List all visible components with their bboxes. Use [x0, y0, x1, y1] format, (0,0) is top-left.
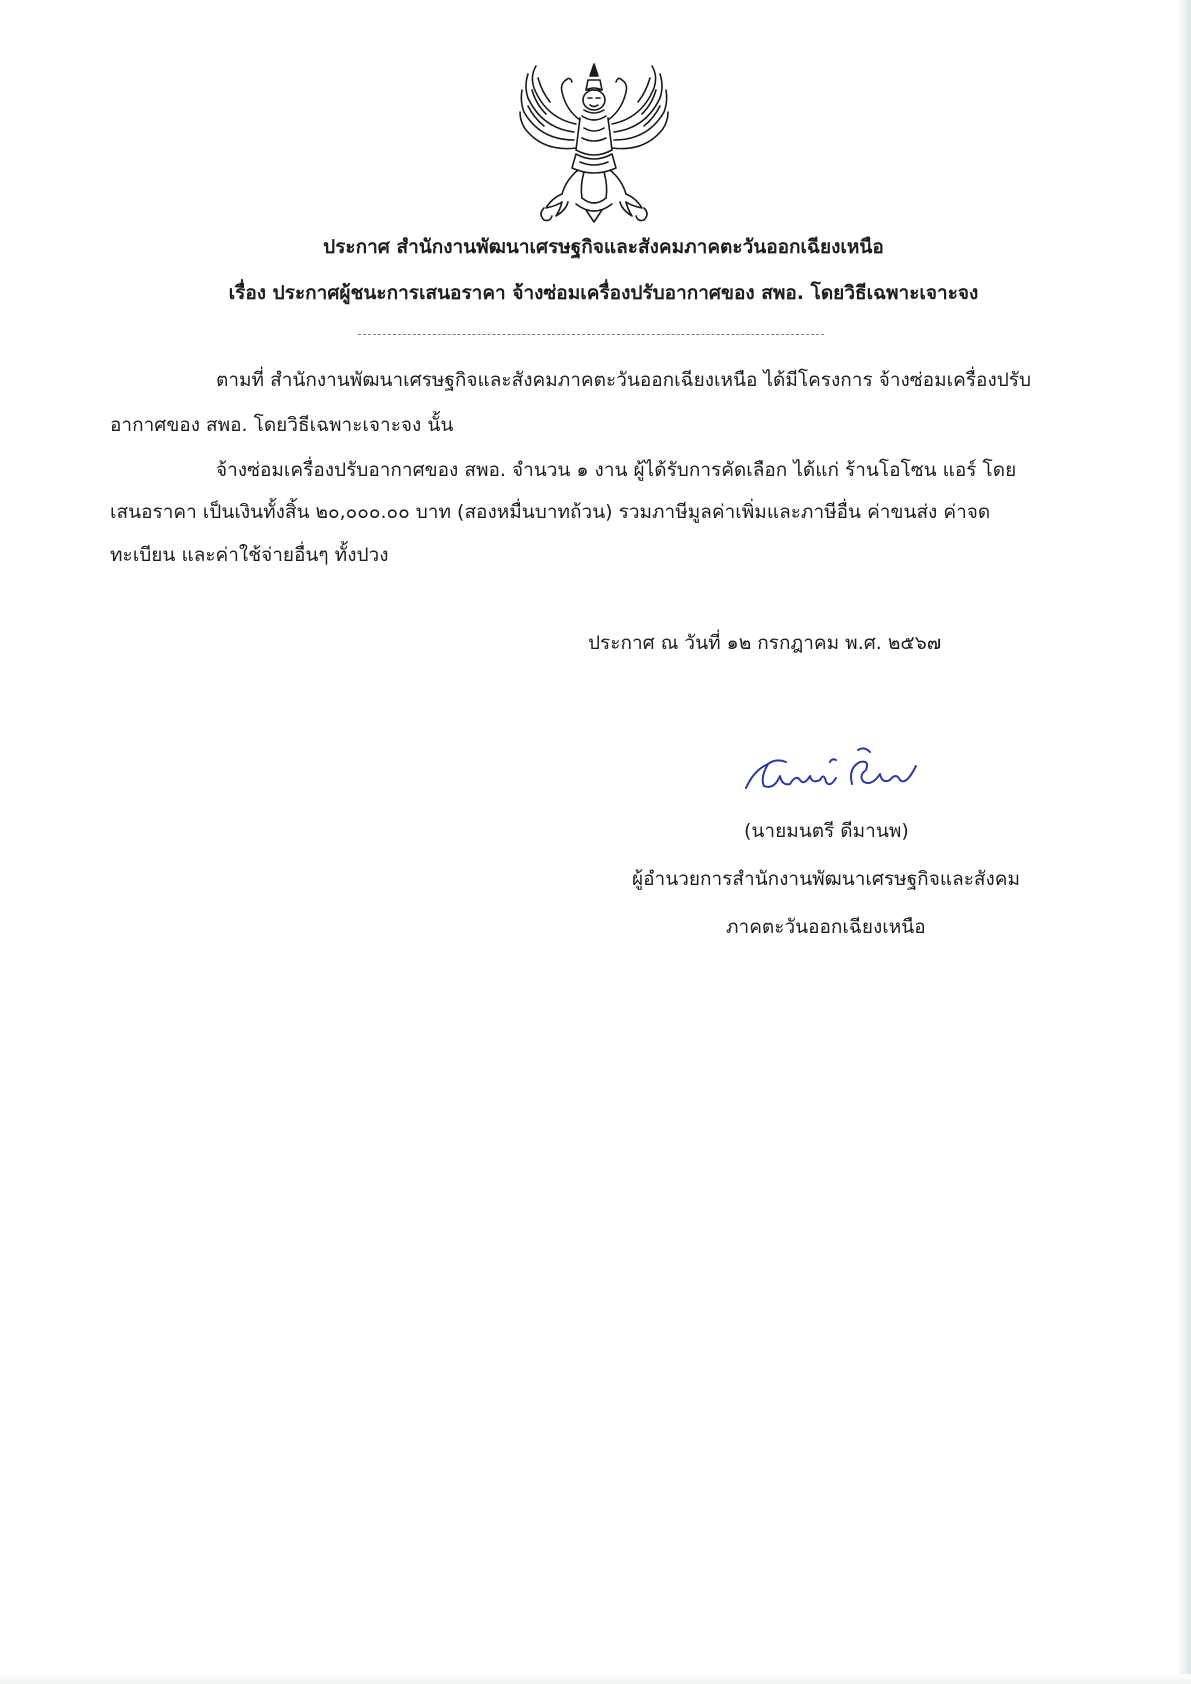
signatory-title-line-2: ภาคตะวันออกเฉียงเหนือ: [726, 916, 926, 938]
scan-bottom-shadow: [0, 1674, 1191, 1684]
announcement-title: ประกาศ สำนักงานพัฒนาเศรษฐกิจและสังคมภาคตะวันออกเฉียงเหนือ: [323, 236, 884, 258]
body-paragraph-1-line-2: อากาศของ สพอ. โดยวิธีเฉพาะเจาะจง นั้น: [110, 414, 454, 436]
garuda-emblem-icon: [516, 58, 672, 226]
signatory-title-line-1: ผู้อำนวยการสำนักงานพัฒนาเศรษฐกิจและสังคม: [632, 868, 1021, 890]
body-paragraph-1-line-1: ตามที่ สำนักงานพัฒนาเศรษฐกิจและสังคมภาคตะวันออกเฉียงเหนือ ได้มีโครงการ จ้างซ่อมเครื่องปรับ: [216, 369, 1032, 391]
signatory-name: (นายมนตรี ดีมานพ): [744, 820, 909, 842]
heading-divider: [358, 334, 824, 335]
announcement-subject: เรื่อง ประกาศผู้ชนะการเสนอราคา จ้างซ่อมเครื่องปรับอากาศของ สพอ. โดยวิธีเฉพาะเจาะจง: [228, 282, 979, 304]
body-paragraph-2-line-2: เสนอราคา เป็นเงินทั้งสิ้น ๒๐,๐๐๐.๐๐ บาท (สองหมื่นบาทถ้วน) รวมภาษีมูลค่าเพิ่มและภาษีอื่น ค่าขนส่ง ค่าจด: [110, 501, 991, 523]
announcement-date: ประกาศ ณ วันที่ ๑๒ กรกฎาคม พ.ศ. ๒๕๖๗: [588, 632, 942, 654]
body-paragraph-2-line-3: ทะเบียน และค่าใช้จ่ายอื่นๆ ทั้งปวง: [110, 544, 389, 566]
handwritten-signature: [740, 740, 930, 800]
body-paragraph-2-line-1: จ้างซ่อมเครื่องปรับอากาศของ สพอ. จำนวน ๑ งาน ผู้ได้รับการคัดเลือก ได้แก่ ร้านโอโซน แอร์ โดย: [216, 459, 1017, 481]
